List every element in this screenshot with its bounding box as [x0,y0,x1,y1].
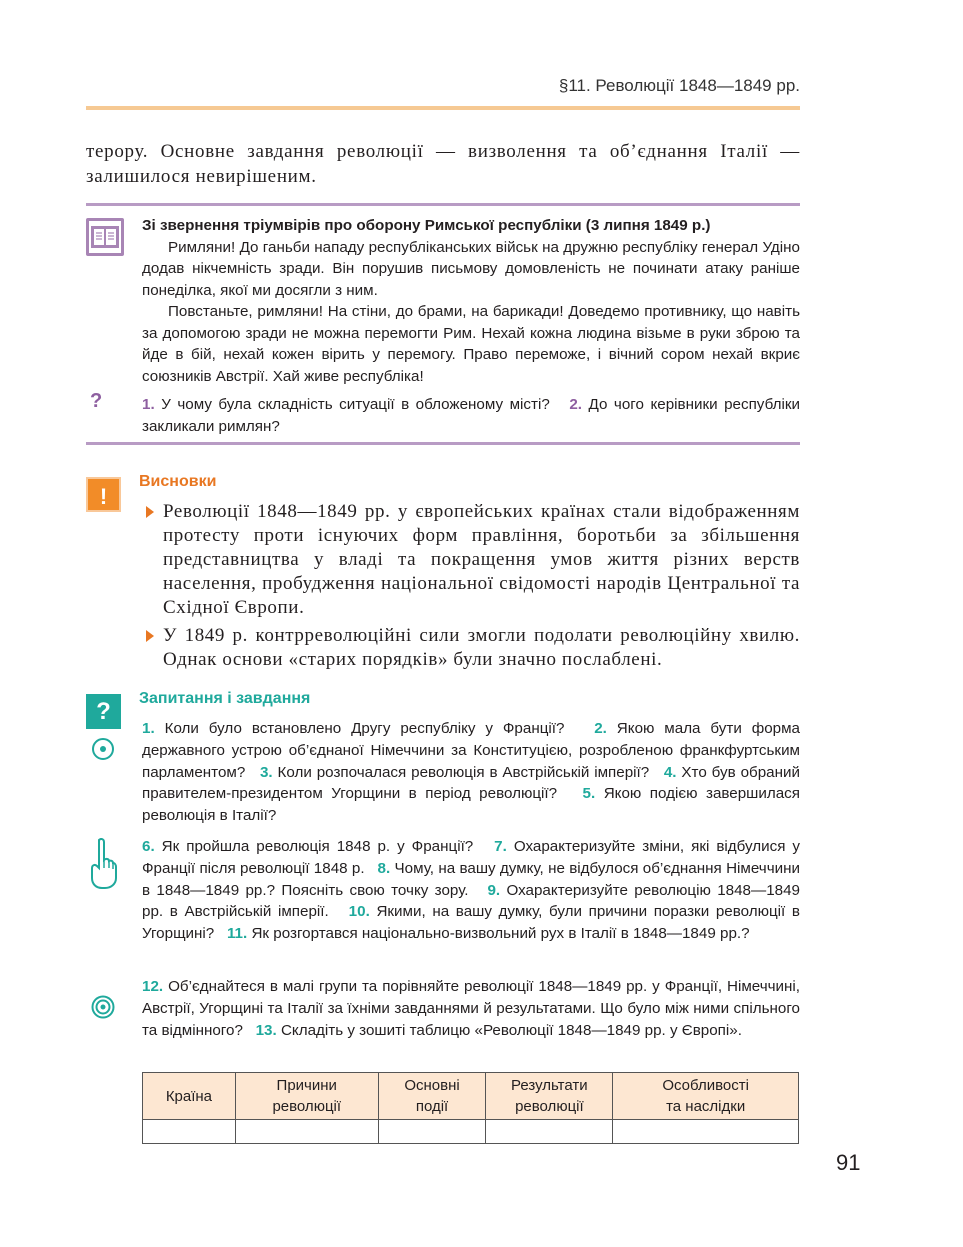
task-number: 12. [142,978,164,995]
header-line: Причини [276,1077,337,1094]
source-block [142,215,800,387]
task-text: Якими, на вашу думку, були причини поразки революції в Угорщині? [142,903,800,943]
source-paragraph: Повстаньте, римляни! На стіни, до брами, на барикади! Доведемо противнику, що навіть за допомогою зради не можна перемогти Рим. Нехай кожна людина візьме в руки зброю та йде в бій, нехай кожен вірить у перемогу. Право переможе, і вічний сором нехай вкриє союзників Австрії. Хай живе республіка! [142,303,800,385]
task-number: 8. [377,859,391,877]
bullet-arrow-icon [146,630,154,642]
task-text: Коли розпочалася революція в Австрійській імперії? [277,763,650,781]
question-mark-icon: ? [90,390,103,412]
task-number: 11. [226,925,248,943]
header-line: революції [272,1098,342,1115]
conclusion-bullet: У 1849 р. контрреволюційні сили змогли подолати революційну хвилю. Однак основи «старих порядків» були значно послаблені. [163,625,800,670]
question-text: До чого керівники республіки закликали римлян? [142,396,800,435]
table-cell [235,1120,378,1144]
task-text: Як пройшла революція 1848 р. у Франції? [161,838,474,855]
table-cell [486,1120,613,1144]
revolutions-table [142,1072,799,1144]
task-number: 7. [494,838,507,855]
header-line: та наслідки [666,1098,746,1115]
source-title: Зі звернення тріумвірів про оборону Римської республіки (3 липня 1849 р.) [142,217,711,234]
exclamation-icon: ! [86,477,121,512]
source-top-divider [86,203,800,206]
task-group-2 [142,836,800,945]
target-icon [92,738,114,760]
task-text: Охарактеризуйте революцію 1848—1849 рр. в Австрійській імперії. [142,881,800,921]
header-line: Особливості [662,1077,749,1094]
task-text: Чому, на вашу думку, не відбулося об’єднання Німеччини в 1848—1849 рр.? Поясніть свою точку зору. [142,859,800,899]
book-icon [86,218,124,256]
source-bottom-divider [86,442,800,445]
task-number: 1. [142,720,155,737]
header-line: революції [515,1098,584,1115]
task-text: Як розгортався національно-визвольний рух в Італії в 1848—1849 рр.? [251,925,750,943]
header-divider [86,106,800,110]
tasks-title: Запитання і завдання [139,690,311,707]
task-number: 13. [255,1021,277,1039]
task-text: Хто був обраний правителем-президентом Угорщини в період революції? [142,763,800,803]
table-header-causes [235,1073,378,1120]
table-cell [378,1120,486,1144]
header-line: Країна [165,1087,213,1105]
task-number: 6. [142,838,155,855]
task-number: 10. [348,903,370,921]
task-text: Якою подією завершилася революція в Італії? [142,785,800,825]
table-header-country [143,1073,236,1120]
table-cell [613,1120,799,1144]
table-header-features [613,1073,799,1120]
source-paragraph: Римляни! До ганьби нападу республіканських військ на дружню республіку генерал Удіно додав нікчемність зради. Він порушив письмову домовленість не починати атаку раніше понеділка, якої ми досягли з ним. [142,238,800,299]
task-number: 2. [594,720,607,737]
task-group-3 [142,976,800,1041]
task-number: 3. [259,763,273,781]
page-number: 91 [836,1150,861,1175]
table-header-results [486,1073,613,1120]
pointing-hand-icon [88,838,118,890]
header-line: події [415,1098,449,1115]
bullet-arrow-icon [146,506,154,518]
bullseye-icon [91,995,115,1019]
task-number: 9. [487,881,501,899]
task-group-1 [142,718,800,827]
task-number: 5. [582,785,596,803]
question-box-icon: ? [86,694,121,729]
question-text: У чому була складність ситуації в обложеному місті? [161,396,550,413]
source-questions [142,394,800,437]
table-header-events [378,1073,486,1120]
question-number: 2. [569,396,582,413]
table-row [143,1120,799,1144]
task-text: Об’єднайтеся в малі групи та порівняйте революції 1848—1849 рр. у Франції, Німеччині, Австрії, Угорщині та Італії за їхніми завданнями й результатами. Що було між ними спільного та відмінного? [142,978,800,1039]
task-text: Охарактеризуйте зміни, які відбулися у Франції після революції 1848 р. [142,838,800,877]
question-number: 1. [142,396,155,413]
task-text: Коли було встановлено Другу республіку у Франції? [164,720,565,737]
task-text: Якою мала бути форма державного устрою об’єднаної Німеччини за Конституцією, розробленою франкфуртським парламентом? [142,720,800,781]
task-number: 4. [663,763,677,781]
conclusion-bullet: Революції 1848—1849 рр. у європейських країнах стали відображенням протесту проти існуючих форм правління, боротьби за збільшення представництва у владі та покращення умов життя різних верств населення, пробудження національної свідомості народів Центральної та Східної Європи. [163,501,800,618]
task-text: Складіть у зошиті таблицю «Революції 1848—1849 рр. у Європі». [280,1021,742,1039]
running-title: §11. Революції 1848—1849 рр. [558,76,800,95]
header-line: Основні [404,1077,460,1094]
table-header-row [143,1073,799,1120]
header-line: Результати [511,1077,588,1094]
intro-paragraph: терору. Основне завдання революції — визволення та об’єднання Італії — залишилося невирішеним. [86,141,800,187]
table-cell [143,1120,236,1144]
conclusions-title: Висновки [139,473,217,490]
